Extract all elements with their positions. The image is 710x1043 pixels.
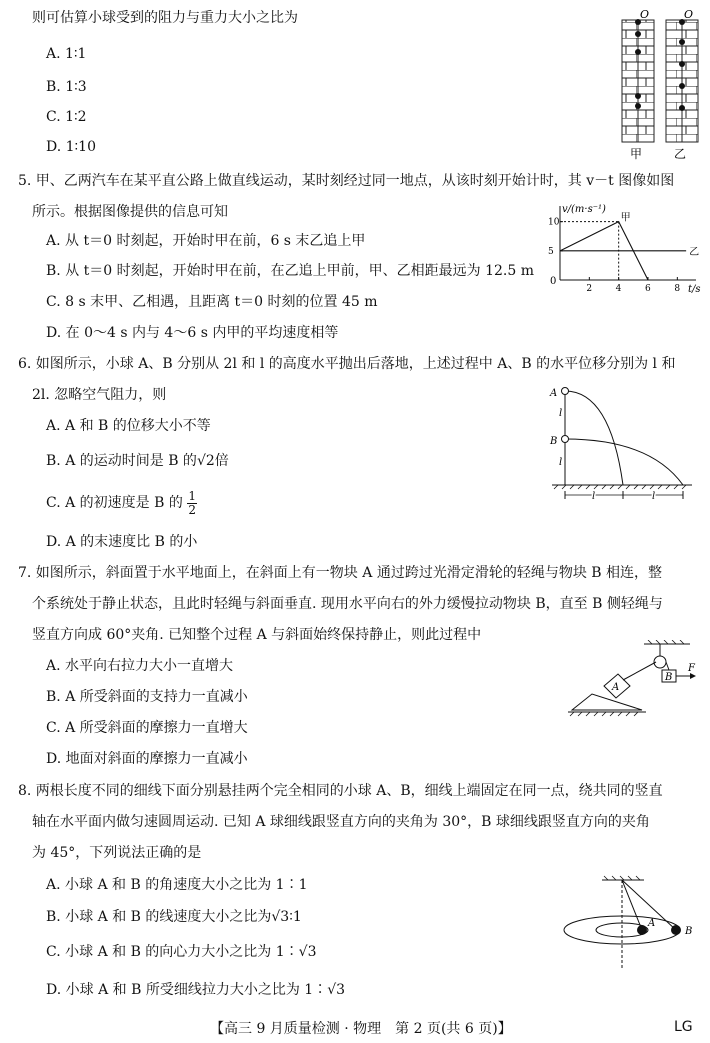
q5-vt-chart xyxy=(540,198,705,300)
paper-code: LG xyxy=(674,1019,693,1035)
q5-option-a: A. 从 t＝0 时刻起，开始时甲在前，6 s 末乙追上甲 xyxy=(46,233,366,249)
q7-option-b: B. A 所受斜面的支持力一直减小 xyxy=(46,689,248,705)
svg-text:l: l xyxy=(559,457,563,468)
q8-option-a: A. 小球 A 和 B 的角速度大小之比为 1∶1 xyxy=(46,877,308,893)
rope-a xyxy=(623,662,656,680)
q8-conical-pendulum-figure xyxy=(558,872,704,972)
y-tick-label: 10 xyxy=(548,217,560,228)
q7-option-d: D. 地面对斜面的摩擦力一直减小 xyxy=(46,751,248,767)
svg-text:B: B xyxy=(685,926,693,937)
chart-ylabel: v/(m·s⁻¹) xyxy=(562,204,606,215)
q4-option-d: D. 1∶10 xyxy=(46,139,96,155)
svg-text:A: A xyxy=(550,388,558,399)
trajectory-a xyxy=(565,391,623,485)
x-tick-label: 2 xyxy=(586,284,593,294)
x-tick-label: 6 xyxy=(645,284,651,294)
q4-option-c: C. 1∶2 xyxy=(46,109,87,125)
sqrt-2: √2 xyxy=(196,453,215,469)
y-tick-label: 5 xyxy=(548,246,554,257)
ball-a xyxy=(637,925,647,935)
string-a xyxy=(622,880,642,930)
q4-option-b: B. 1∶3 xyxy=(46,79,87,95)
q8-stem-line1: 8. 两根长度不同的细线下面分别悬挂两个完全相同的小球 A、B，细线上端固定在同一点，绕共同的竖直 xyxy=(18,783,663,799)
q6-option-b: B. A 的运动时间是 B 的√2倍 xyxy=(46,453,229,469)
svg-text:l: l xyxy=(559,408,563,419)
q8-stem-line2: 轴在水平面内做匀速圆周运动. 已知 A 球细线跟竖直方向的夹角为 30°，B 球细线跟竖直方向的夹角 xyxy=(32,814,650,830)
svg-text:l: l xyxy=(652,491,656,502)
q6-option-a: A. A 和 B 的位移大小不等 xyxy=(46,418,211,434)
q4-label-o-right: O xyxy=(684,8,694,21)
x-tick-label: 4 xyxy=(615,284,622,294)
q5-option-d: D. 在 0～4 s 内与 4～6 s 内甲的平均速度相等 xyxy=(46,325,339,341)
q4-option-a: A. 1∶1 xyxy=(46,46,87,62)
svg-text:l: l xyxy=(592,491,596,502)
svg-text:B: B xyxy=(665,672,673,683)
ball-b xyxy=(562,436,569,443)
q4-stem: 则可估算小球受到的阻力与重力大小之比为 xyxy=(32,10,298,26)
ball-a xyxy=(562,388,569,395)
q5-stem-line1: 5. 甲、乙两汽车在某平直公路上做直线运动，某时刻经过同一地点，从该时刻开始计时，其 v－t 图像如图 xyxy=(18,173,675,189)
q8-option-b: B. 小球 A 和 B 的线速度大小之比为√3∶1 xyxy=(46,909,302,925)
q7-stem-line1: 7. 如图所示，斜面置于水平地面上，在斜面上有一物块 A 通过跨过光滑定滑轮的轻绳与物块 B 相连，整 xyxy=(18,565,663,581)
q5-stem-line2: 所示。根据图像提供的信息可知 xyxy=(32,204,228,220)
incline xyxy=(572,694,642,710)
ball-b xyxy=(671,925,681,935)
q6-stem-line2: 2l. 忽略空气阻力，则 xyxy=(32,387,167,403)
svg-text:A: A xyxy=(648,918,656,929)
fraction-one-half: $\frac{1}{2}$ xyxy=(188,489,196,517)
svg-text:A: A xyxy=(612,682,620,693)
q7-option-a: A. 水平向右拉力大小一直增大 xyxy=(46,658,234,674)
q6-stem-line1: 6. 如图所示，小球 A、B 分别从 2l 和 l 的高度水平抛出后落地，上述过程中 A、B 的水平位移分别为 l 和 xyxy=(18,356,676,372)
q7-stem-line3: 竖直方向成 60°夹角. 已知整个过程 A 与斜面始终保持静止，则此过程中 xyxy=(32,627,482,643)
q7-incline-pulley-figure xyxy=(568,640,698,720)
rope-b xyxy=(666,662,669,670)
q4-brick-wall-figure xyxy=(616,6,704,162)
chart-xlabel: t/s xyxy=(688,284,701,295)
q5-option-c: C. 8 s 末甲、乙相遇，且距离 t＝0 时刻的位置 45 m xyxy=(46,294,378,310)
svg-text:F: F xyxy=(688,663,695,674)
series-label-jia: 甲 xyxy=(620,212,631,224)
series-label-yi: 乙 xyxy=(689,246,700,258)
q6-option-d: D. A 的末速度比 B 的小 xyxy=(46,534,198,550)
q4-caption-right: 乙 xyxy=(674,147,687,161)
q8-stem-line3: 为 45°，下列说法正确的是 xyxy=(32,845,202,861)
q8-option-c: C. 小球 A 和 B 的向心力大小之比为 1∶√3 xyxy=(46,944,317,960)
q7-option-c: C. A 所受斜面的摩擦力一直增大 xyxy=(46,720,248,736)
q4-caption-left: 甲 xyxy=(630,147,643,161)
q6-projectile-figure xyxy=(540,383,700,503)
chart-origin-label: 0 xyxy=(550,276,557,287)
x-tick-label: 8 xyxy=(674,284,681,294)
q8-option-d: D. 小球 A 和 B 所受细线拉力大小之比为 1∶√3 xyxy=(46,982,346,998)
q6-option-c: C. A 的初速度是 B 的 $\frac{1}{2}$ xyxy=(46,489,196,517)
q5-option-b: B. 从 t＝0 时刻起，开始时甲在前，在乙追上甲前，甲、乙相距最远为 12.5 m xyxy=(46,263,534,279)
trajectory-b xyxy=(565,439,683,485)
q4-label-o-left: O xyxy=(640,8,650,21)
page-footer: 【高三 9 月质量检测 · 物理 第 2 页(共 6 页)】 xyxy=(210,1021,512,1037)
q7-stem-line2: 个系统处于静止状态，且此时轻绳与斜面垂直. 现用水平向右的外力缓慢拉动物块 B，直至 B 侧轻绳与 xyxy=(32,596,663,612)
svg-text:B: B xyxy=(550,436,558,447)
